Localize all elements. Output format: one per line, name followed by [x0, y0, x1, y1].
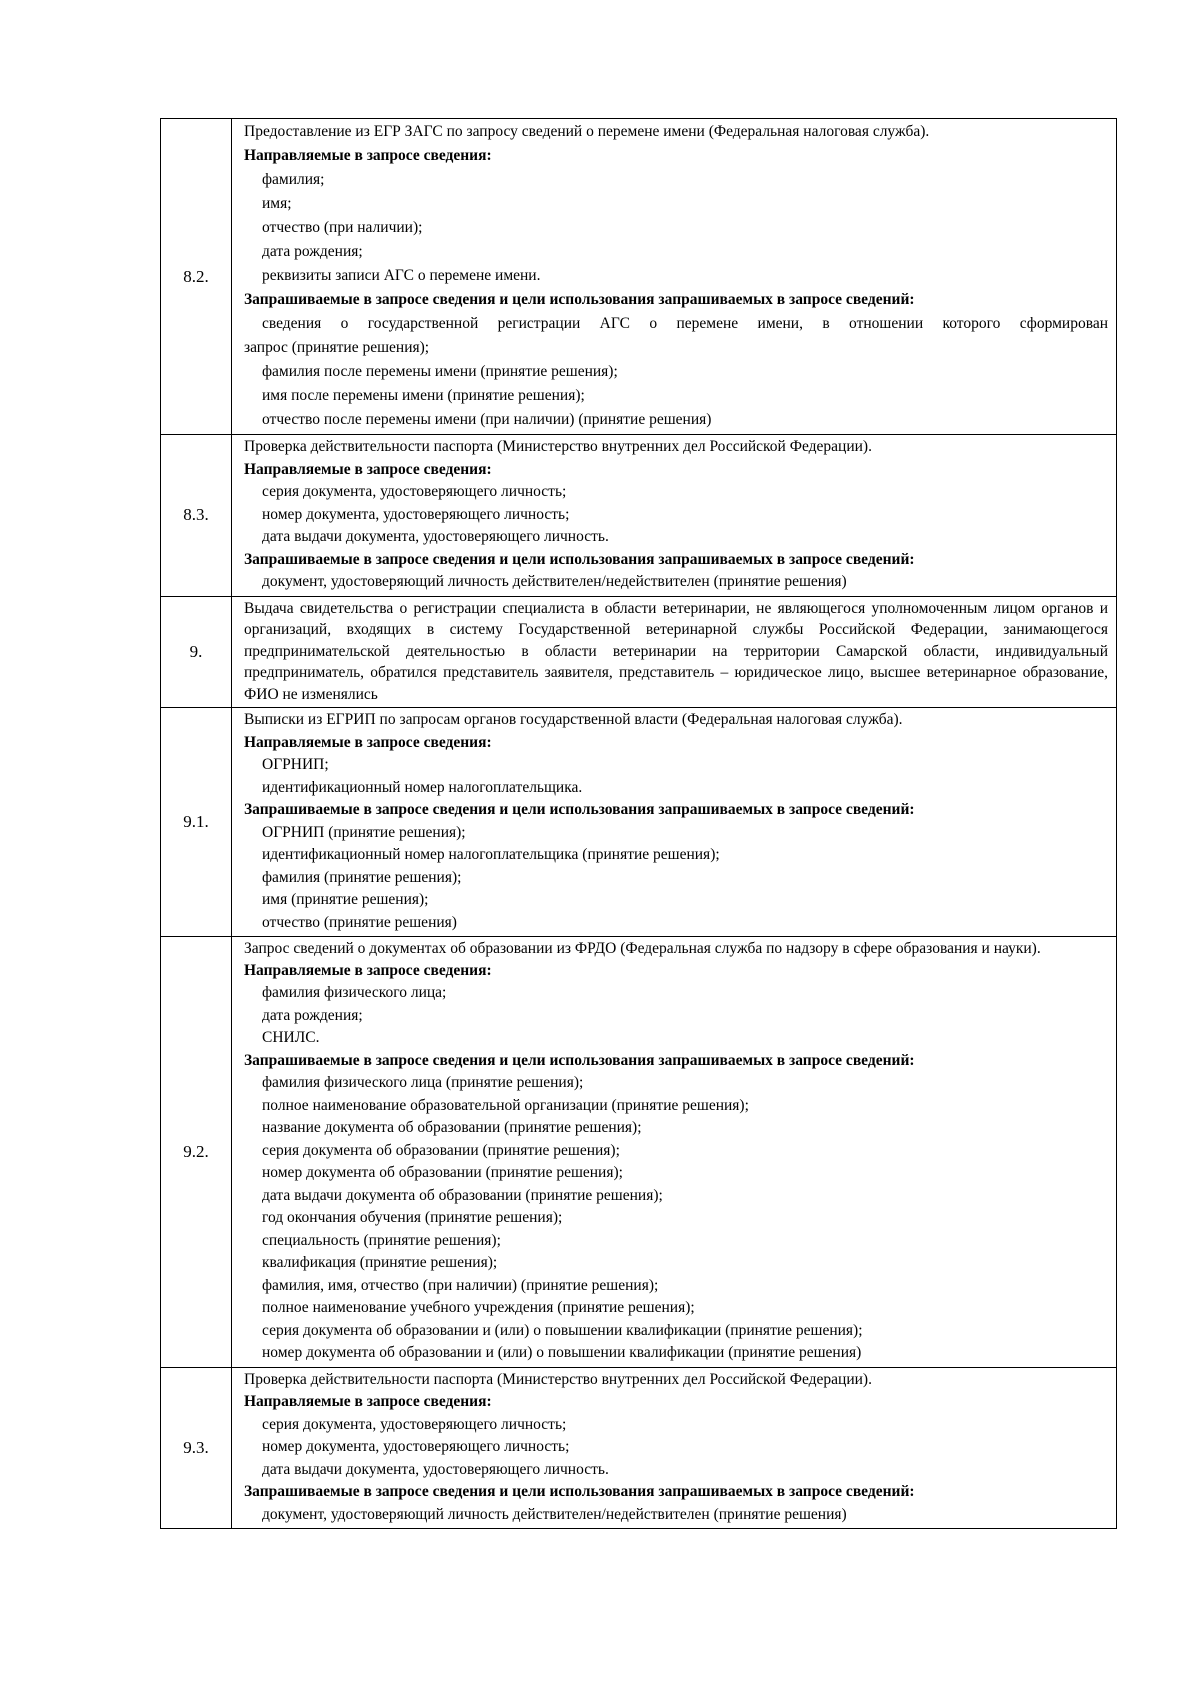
- sent-heading: Направляемые в запросе сведения:: [244, 733, 492, 751]
- list-item: год окончания обучения (принятие решения);: [262, 1209, 563, 1226]
- list-item: СНИЛС.: [262, 1029, 320, 1046]
- row-content: [232, 119, 1117, 435]
- list-item: серия документа, удостоверяющего личность;: [262, 1415, 567, 1433]
- table-row: [161, 708, 1117, 937]
- row-content: [232, 937, 1117, 1368]
- list-item: полное наименование учебного учреждения (принятие решения);: [262, 1299, 695, 1316]
- table-row: [161, 1367, 1117, 1529]
- row-content: [232, 435, 1117, 597]
- list-item: серия документа об образовании (принятие решения);: [262, 1141, 620, 1159]
- row-title: Проверка действительности паспорта (Министерство внутренних дел Российской Федерации).: [244, 1370, 872, 1388]
- list-item: фамилия после перемены имени (принятие решения);: [262, 363, 618, 380]
- row-content: [232, 596, 1117, 708]
- list-item: дата выдачи документа об образовании (принятие решения);: [262, 1186, 663, 1204]
- sent-heading: Направляемые в запросе сведения:: [244, 961, 492, 979]
- list-item: дата выдачи документа, удостоверяющего личность.: [262, 528, 609, 545]
- requested-heading: Запрашиваемые в запросе сведения и цели использования запрашиваемых в запросе сведений:: [244, 291, 915, 308]
- list-item: номер документа, удостоверяющего личность;: [262, 1438, 570, 1455]
- row-title: Предоставление из ЕГР ЗАГС по запросу сведений о перемене имени (Федеральная налоговая служба).: [244, 123, 930, 140]
- list-item: квалификация (принятие решения);: [262, 1254, 498, 1271]
- table-row: [161, 119, 1117, 435]
- list-item: фамилия;: [262, 171, 325, 188]
- list-item: номер документа об образовании и (или) о повышении квалификации (принятие решения): [262, 1344, 862, 1361]
- requested-heading: Запрашиваемые в запросе сведения и цели использования запрашиваемых в запросе сведений:: [244, 1051, 915, 1069]
- list-item: документ, удостоверяющий личность действителен/недействителен (принятие решения): [262, 573, 847, 590]
- row-paragraph: Выдача свидетельства о регистрации специалиста в области ветеринарии, не являющегося уполномоченным лицом органов и организаций, входящих в систему Государственной ветеринарной службы Российской Федерации, занимающегося предпринимательской деятельностью в области ветеринарии на территории Самарской области, индивидуальный предприниматель, обратился представитель заявителя, представитель – юридическое лицо, высшее ветеринарное образование, ФИО не изменялись: [244, 599, 1108, 703]
- list-item: ОГРНИП (принятие решения);: [262, 823, 466, 841]
- list-item: дата рождения;: [262, 1006, 363, 1024]
- list-item: фамилия, имя, отчество (при наличии) (принятие решения);: [262, 1276, 659, 1294]
- row-content: [232, 708, 1117, 937]
- list-item: идентификационный номер налогоплательщика.: [262, 778, 583, 796]
- list-item: серия документа об образовании и (или) о повышении квалификации (принятие решения);: [262, 1321, 863, 1339]
- table-row: [161, 596, 1117, 708]
- row-title: Запрос сведений о документах об образовании из ФРДО (Федеральная служба по надзору в сфере образования и науки).: [244, 940, 1041, 957]
- row-title: Выписки из ЕГРИП по запросам органов государственной власти (Федеральная налоговая служба).: [244, 711, 903, 728]
- list-item: фамилия физического лица (принятие решения);: [262, 1074, 584, 1091]
- list-item: дата выдачи документа, удостоверяющего личность.: [262, 1460, 609, 1478]
- sent-heading: Направляемые в запросе сведения:: [244, 147, 492, 164]
- row-number: 9.3.: [161, 1367, 232, 1529]
- list-item: номер документа об образовании (принятие решения);: [262, 1164, 623, 1181]
- list-item: серия документа, удостоверяющего личность;: [262, 483, 567, 500]
- data-request-table: [160, 118, 1117, 1529]
- list-item: идентификационный номер налогоплательщика (принятие решения);: [262, 846, 720, 863]
- list-item-continuation: запрос (принятие решения);: [244, 339, 430, 356]
- list-item: реквизиты записи АГС о перемене имени.: [262, 267, 541, 284]
- sent-heading: Направляемые в запросе сведения:: [244, 1393, 492, 1410]
- list-item: имя;: [262, 195, 292, 212]
- table-row: [161, 937, 1117, 1368]
- row-number: 8.3.: [161, 435, 232, 597]
- list-item: специальность (принятие решения);: [262, 1231, 501, 1249]
- table-row: [161, 435, 1117, 597]
- list-item: отчество после перемены имени (при наличии) (принятие решения): [262, 411, 712, 428]
- requested-heading: Запрашиваемые в запросе сведения и цели использования запрашиваемых в запросе сведений:: [244, 550, 915, 568]
- row-title: Проверка действительности паспорта (Министерство внутренних дел Российской Федерации).: [244, 438, 872, 455]
- list-item: документ, удостоверяющий личность действителен/недействителен (принятие решения): [262, 1505, 847, 1523]
- list-item: номер документа, удостоверяющего личность;: [262, 505, 570, 523]
- row-number: 9.1.: [161, 708, 232, 937]
- row-number: 8.2.: [161, 119, 232, 435]
- list-item: фамилия (принятие решения);: [262, 868, 462, 886]
- list-item: фамилия физического лица;: [262, 984, 447, 1001]
- sent-heading: Направляемые в запросе сведения:: [244, 460, 492, 478]
- row-number: 9.2.: [161, 937, 232, 1368]
- requested-heading: Запрашиваемые в запросе сведения и цели использования запрашиваемых в запросе сведений:: [244, 801, 915, 818]
- list-item: имя после перемены имени (принятие решения);: [262, 387, 585, 404]
- requested-heading: Запрашиваемые в запросе сведения и цели использования запрашиваемых в запросе сведений:: [244, 1483, 915, 1500]
- list-item: полное наименование образовательной организации (принятие решения);: [262, 1096, 749, 1114]
- row-number: 9.: [161, 596, 232, 708]
- row-content: [232, 1367, 1117, 1529]
- list-item: имя (принятие решения);: [262, 891, 429, 908]
- list-item: отчество (при наличии);: [262, 219, 423, 236]
- list-item: дата рождения;: [262, 243, 363, 260]
- list-item: отчество (принятие решения): [262, 913, 457, 931]
- list-item: название документа об образовании (принятие решения);: [262, 1119, 642, 1136]
- list-item: сведения о государственной регистрации АГС о перемене имени, в отношении которого сформирован: [262, 315, 1108, 332]
- list-item: ОГРНИП;: [262, 756, 329, 773]
